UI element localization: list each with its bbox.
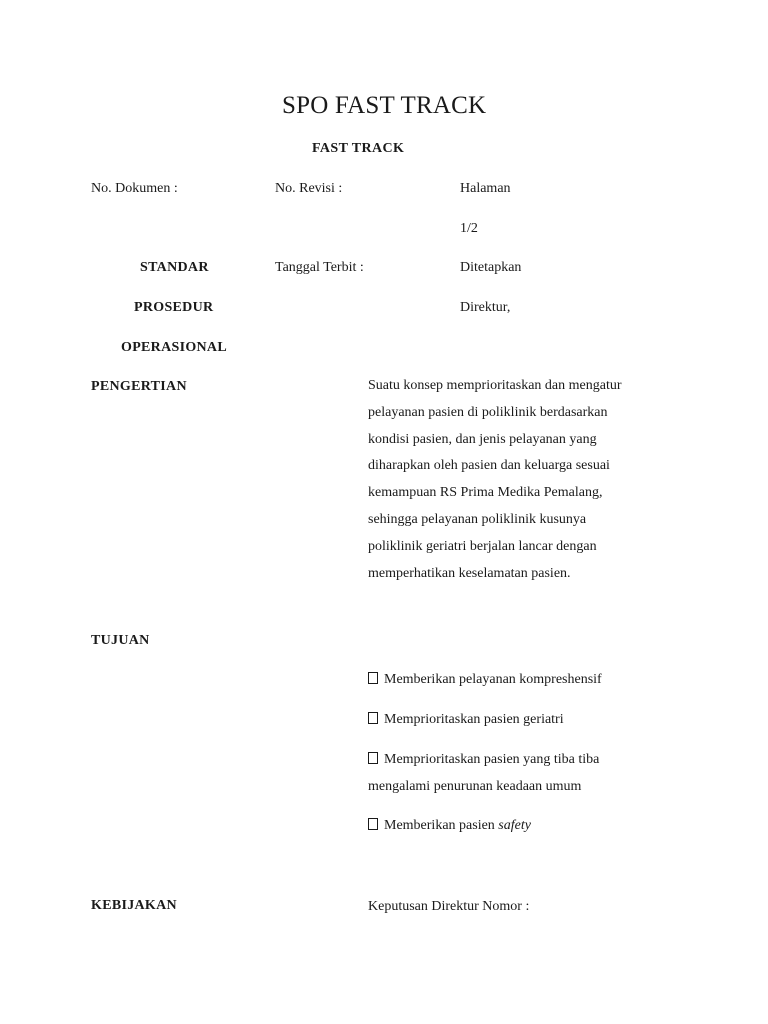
tujuan-item-3 bbox=[368, 747, 658, 800]
ditetapkan-label: Ditetapkan bbox=[460, 260, 522, 275]
halaman-value: 1/2 bbox=[460, 221, 478, 236]
tanggal-terbit-label: Tanggal Terbit : bbox=[275, 260, 364, 275]
spo-label-standar: STANDAR bbox=[140, 260, 209, 275]
no-revisi-label: No. Revisi : bbox=[275, 181, 343, 196]
pengertian-text: Suatu konsep memprioritaskan dan mengatur pelayanan pasien di poliklinik berdasarkan kondisi pasien, dan jenis pelayanan yang diharapkan oleh pasien dan keluarga sesuai kemampuan RS Prima Medika Pemalang, sehingga pelayanan poliklinik kusunya poliklinik geriatri berjalan lancar dengan memperhatikan keselamatan pasien. bbox=[368, 378, 622, 581]
kebijakan-heading: KEBIJAKAN bbox=[91, 898, 177, 913]
direktur-label: Direktur, bbox=[460, 300, 511, 315]
pengertian-heading: PENGERTIAN bbox=[91, 379, 187, 394]
tujuan-item-emphasis: safety bbox=[498, 818, 531, 833]
bullet-box-icon bbox=[368, 672, 378, 684]
kebijakan-text: Keputusan Direktur Nomor : bbox=[368, 899, 530, 914]
page-title: SPO FAST TRACK bbox=[282, 92, 487, 119]
tujuan-item-4 bbox=[368, 813, 658, 840]
page-subtitle: FAST TRACK bbox=[312, 141, 405, 156]
tujuan-item-1 bbox=[368, 667, 658, 694]
spo-label-operasional: OPERASIONAL bbox=[121, 340, 227, 355]
tujuan-heading: TUJUAN bbox=[91, 633, 150, 648]
tujuan-item-2 bbox=[368, 707, 658, 734]
bullet-box-icon bbox=[368, 712, 378, 724]
spo-label-prosedur: PROSEDUR bbox=[134, 300, 214, 315]
tujuan-item-text: Memprioritaskan pasien geriatri bbox=[384, 712, 564, 727]
tujuan-item-text: Memberikan pasien bbox=[384, 818, 495, 833]
tujuan-item-text: Memberikan pelayanan kompreshensif bbox=[384, 672, 602, 687]
tujuan-item-text: Memprioritaskan pasien yang tiba tiba mengalami penurunan keadaan umum bbox=[368, 752, 600, 794]
halaman-label: Halaman bbox=[460, 181, 511, 196]
bullet-box-icon bbox=[368, 818, 378, 830]
no-dokumen-label: No. Dokumen : bbox=[91, 181, 178, 196]
bullet-box-icon bbox=[368, 752, 378, 764]
